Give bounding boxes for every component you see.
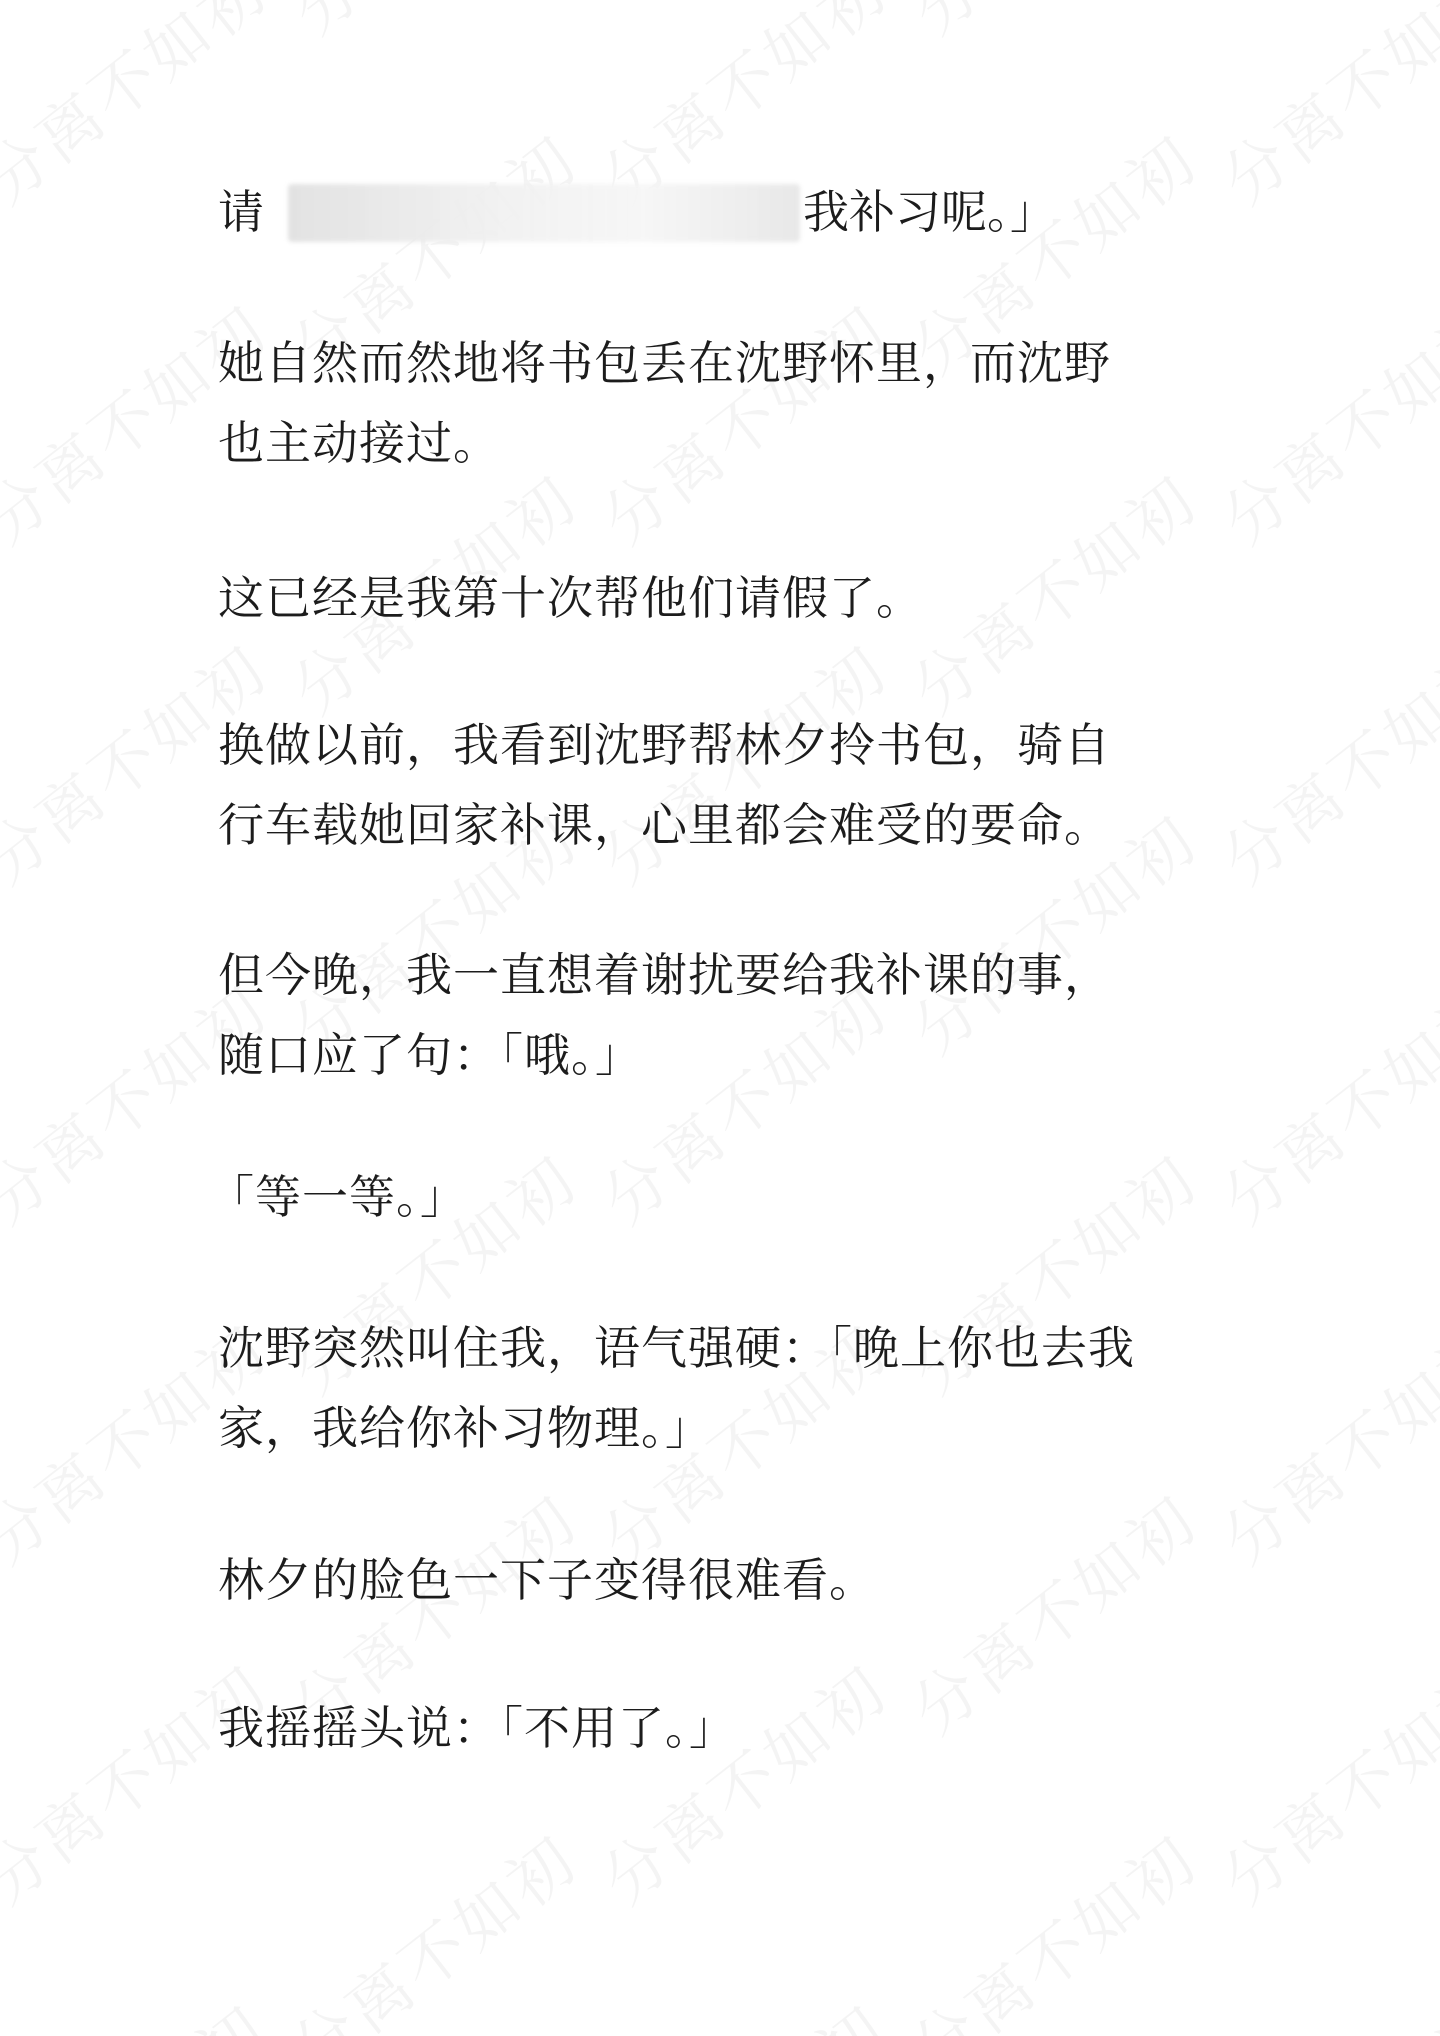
watermark-text <box>1200 1981 1440 2036</box>
watermark-text <box>1200 1301 1440 1583</box>
watermark-text <box>1200 961 1440 1243</box>
watermark-text <box>0 1981 285 2036</box>
paragraph-line: 家，我给你补习物理。」 <box>218 1401 712 1455</box>
paragraph-1-prefix: 请 <box>218 185 264 239</box>
watermark-text <box>890 0 1215 52</box>
paragraph-1-suffix: 我补习呢。」 <box>803 185 1056 239</box>
watermark-text <box>1200 281 1440 563</box>
paragraph-6 <box>208 1157 1218 1237</box>
paragraph-7 <box>218 1308 1228 1468</box>
watermark-text <box>1200 1641 1440 1923</box>
paragraph-line: 行车载她回家补课，心里都会难受的要命。 <box>218 798 1111 852</box>
paragraph-1 <box>218 172 1228 252</box>
redaction-blur <box>288 184 800 242</box>
paragraph-line: 沈野突然叫住我，语气强硬：「晚上你也去我 <box>218 1321 1135 1375</box>
watermark-text <box>1200 0 1440 222</box>
paragraph-8 <box>218 1540 1228 1620</box>
paragraph-5 <box>218 935 1228 1095</box>
paragraph-line: 但今晚，我一直想着谢扰要给我补课的事， <box>218 948 1111 1002</box>
paragraph-9 <box>218 1688 1228 1768</box>
paragraph-line: 我摇摇头说：「不用了。」 <box>218 1701 736 1755</box>
paragraph-line: 随口应了句：「哦。」 <box>218 1028 642 1082</box>
paragraph-3 <box>218 558 1228 638</box>
paragraph-4 <box>218 705 1228 865</box>
paragraph-line: 这已经是我第十次帮他们请假了。 <box>218 571 923 625</box>
paragraph-line: 换做以前，我看到沈野帮林夕拎书包，骑自 <box>218 718 1111 772</box>
paragraph-line: 也主动接过。 <box>218 416 500 470</box>
watermark-text <box>0 1641 285 1923</box>
watermark-text <box>270 0 595 52</box>
watermark-text <box>890 1811 1215 2036</box>
paragraph-2 <box>218 323 1228 483</box>
paragraph-line: 「等一等。」 <box>208 1170 467 1224</box>
watermark-text <box>580 1641 905 1923</box>
watermark-text <box>270 1811 595 2036</box>
watermark-text <box>1200 621 1440 903</box>
paragraph-line: 她自然而然地将书包丢在沈野怀里，而沈野 <box>218 336 1111 390</box>
paragraph-line: 林夕的脸色一下子变得很难看。 <box>218 1553 876 1607</box>
watermark-text <box>580 1981 905 2036</box>
